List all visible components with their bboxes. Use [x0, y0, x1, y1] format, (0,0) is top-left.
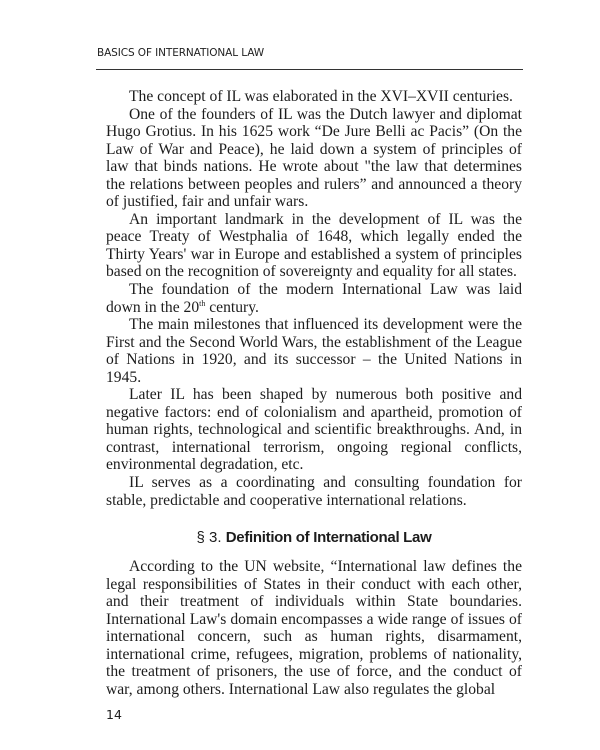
paragraph: One of the founders of IL was the Dutch lawyer and diplomat Hugo Grotius. In his 1625 work “De Jure Belli ac Pacis” (On the Law of War and Peace), he laid down a system of principles of law that binds nations. He wrote about "the law that determines the relations between peoples and rulers” and announced a theory of justified, fair and unfair wars.	[106, 105, 522, 211]
paragraph: IL serves as a coordinating and consulting foundation for stable, predictable and cooperative international relations.	[106, 474, 522, 509]
page-number: 14	[106, 707, 122, 722]
header-rule	[96, 69, 523, 70]
page-body	[106, 88, 522, 699]
paragraph: The main milestones that influenced its development were the First and the Second World Wars, the establishment of the League of Nations in 1920, and its successor – the United Nations in 1945.	[106, 316, 522, 386]
paragraph-text: The foundation of the modern International Law was laid down in the 20	[106, 281, 522, 316]
section-heading	[106, 529, 522, 547]
running-head: BASICS OF INTERNATIONAL LAW	[97, 47, 265, 59]
superscript: th	[199, 298, 206, 308]
paragraph: According to the UN website, “International law defines the legal responsibilities of States in their conduct with each other, and their treatment of individuals within State boundaries. International Law's domain encompasses a wide range of issues of international concern, such as human rights, disarmament, international crime, refugees, migration, problems of nationality, the treatment of prisoners, the use of force, and the conduct of war, among others. International Law also regulates the global	[106, 558, 522, 698]
paragraph: Later IL has been shaped by numerous both positive and negative factors: end of colonialism and apartheid, promotion of human rights, technological and scientific breakthroughs. And, in contrast, international terrorism, ongoing regional conflicts, environmental degradation, etc.	[106, 386, 522, 474]
paragraph: The concept of IL was elaborated in the XVI–XVII centuries.	[129, 88, 513, 105]
paragraph	[106, 281, 522, 316]
section-title: Definition of International Law	[225, 529, 432, 547]
section-symbol: § 3.	[196, 529, 222, 547]
paragraph: An important landmark in the development of IL was the peace Treaty of Westphalia of 1648, which legally ended the Thirty Years' war in Europe and established a system of principles based on the recognition of sovereignty and equality for all states.	[106, 210, 522, 281]
paragraph-text: century.	[205, 298, 259, 316]
